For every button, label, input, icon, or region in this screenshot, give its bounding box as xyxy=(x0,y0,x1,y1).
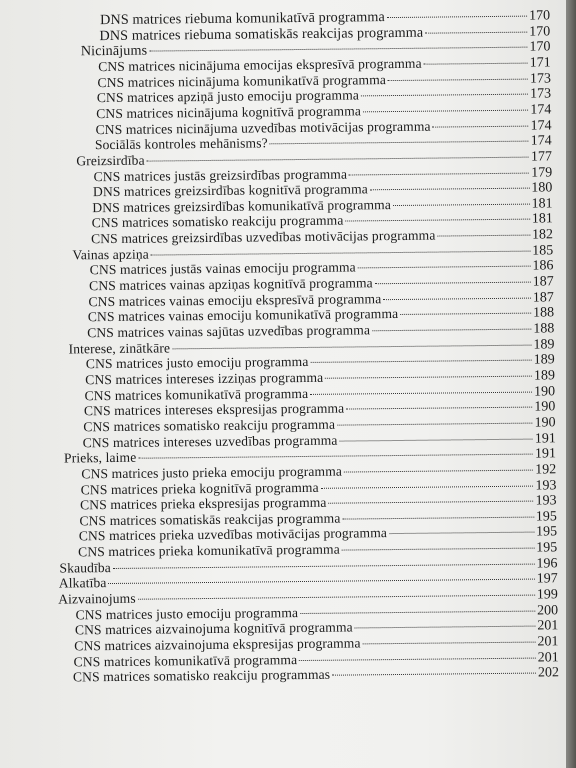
toc-entry-title: CNS matrices vainas emociju ekspresīvā programma xyxy=(88,290,382,309)
toc-entry-title: CNS matrices prieka uzvedības motivācijas programma xyxy=(78,525,388,544)
dot-leader xyxy=(299,656,536,660)
dot-leader xyxy=(349,171,529,175)
dot-leader xyxy=(383,296,531,300)
toc-page-number: 182 xyxy=(531,227,554,243)
toc-entry-title: CNS matrices aizvainojuma ekspresijas programma xyxy=(74,635,361,654)
toc-entry-title: Aizvainojums xyxy=(58,590,136,607)
dot-leader xyxy=(361,93,528,97)
dot-leader xyxy=(149,46,527,52)
dot-leader xyxy=(337,421,533,425)
toc-page-number: 189 xyxy=(533,352,555,368)
dot-leader xyxy=(433,124,529,127)
toc-entry-title: CNS matrices nicinājuma kognitīvā programma xyxy=(96,103,362,122)
dot-leader xyxy=(346,406,532,410)
dot-leader xyxy=(355,625,536,629)
dot-leader xyxy=(300,609,535,613)
toc-entry-title: CNS matrices komunikatīvā programma xyxy=(84,385,309,403)
toc-page-number: 187 xyxy=(532,290,554,306)
dot-leader xyxy=(108,578,534,584)
toc-page-number: 177 xyxy=(530,149,553,165)
dot-leader xyxy=(113,562,535,568)
toc-page-number: 186 xyxy=(532,258,554,274)
toc-entry-title: CNS matrices komunikatīvā programma xyxy=(73,651,298,670)
dot-leader xyxy=(172,343,531,349)
toc-page-number: 192 xyxy=(535,462,557,478)
toc-page-number: 201 xyxy=(537,634,559,650)
toc-entry-title: DNS matrices riebuma somatiskās reakcijas programma xyxy=(99,24,424,44)
toc-page-number: 179 xyxy=(531,164,553,181)
toc-page-number: 191 xyxy=(534,446,557,462)
toc-entry-title: Interese, zinātkāre xyxy=(68,340,171,357)
dot-leader xyxy=(328,500,533,504)
toc-entry-title: CNS matrices vainas emociju komunikatīvā programma xyxy=(87,306,399,325)
toc-entry-title: DNS matrices greizsirdības komunikatīvā programma xyxy=(92,196,392,215)
toc-page-number: 193 xyxy=(535,493,557,509)
toc-entry-title: Skaudība xyxy=(59,559,111,576)
toc-entry-title: DNS matrices greizsirdības kognitīvā programma xyxy=(92,181,368,200)
toc-page-number: 189 xyxy=(533,336,555,353)
toc-page-number: 174 xyxy=(530,117,552,134)
toc-page-number: 171 xyxy=(529,55,551,71)
dot-leader xyxy=(425,30,527,33)
dot-leader xyxy=(400,312,531,315)
toc-page-number: 195 xyxy=(536,540,558,556)
toc-page-number: 174 xyxy=(530,133,552,149)
toc-page-number: 170 xyxy=(528,8,551,24)
dot-leader xyxy=(138,594,535,600)
toc-entry-title: CNS matrices justo emociju programma xyxy=(85,354,309,372)
toc-entry-title: CNS matrices intereses uzvedības programma xyxy=(82,432,338,450)
dot-leader xyxy=(342,515,533,519)
toc-entry-title: CNS matrices somatisko reakciju programma xyxy=(91,212,344,231)
toc-entry-title: CNS matrices apziņā justo emociju programma xyxy=(96,87,360,106)
toc-page-number: 196 xyxy=(536,556,558,572)
dot-leader xyxy=(344,468,533,472)
toc-page-number: 173 xyxy=(530,86,552,102)
toc-entry-title: CNS matrices somatisko reakciju programmas xyxy=(72,667,331,685)
toc-entry-title: Greizsirdība xyxy=(76,152,145,169)
dot-leader xyxy=(345,218,529,222)
dot-leader xyxy=(342,547,534,551)
page-edge xyxy=(566,0,576,768)
toc-page-number: 190 xyxy=(534,415,556,431)
dot-leader xyxy=(393,202,530,205)
dot-leader xyxy=(310,390,532,394)
toc-page-number: 201 xyxy=(537,649,559,666)
toc-entry-title: CNS matrices somatiskās reakcijas programma xyxy=(79,510,341,529)
toc-page-number: 174 xyxy=(530,102,552,118)
toc-page-number: 197 xyxy=(536,571,558,587)
toc-page-number: 190 xyxy=(534,383,556,400)
toc-page-number: 200 xyxy=(537,603,559,619)
toc-page-number: 185 xyxy=(532,243,554,259)
dot-leader xyxy=(339,437,532,441)
toc-page-number: 181 xyxy=(531,211,553,228)
toc-page-number: 201 xyxy=(537,618,559,634)
toc-page-number: 173 xyxy=(529,70,551,87)
toc-entry-title: Prieks, laime xyxy=(63,449,137,466)
table-of-contents xyxy=(0,7,566,685)
toc-page-number: 191 xyxy=(534,430,556,447)
dot-leader xyxy=(310,359,531,363)
toc-page-number: 190 xyxy=(534,399,556,415)
toc-page-number: 187 xyxy=(532,274,554,290)
toc-entry-title: CNS matrices prieka ekspresijas programma xyxy=(79,494,327,513)
toc-page-number: 189 xyxy=(533,368,556,384)
dot-leader xyxy=(388,77,528,80)
dot-leader xyxy=(389,531,534,535)
toc-entry-title: CNS matrices prieka kognitīvā programma xyxy=(80,479,319,497)
toc-page-number: 199 xyxy=(536,587,558,603)
toc-page-number: 181 xyxy=(531,196,553,212)
toc-page-number: 170 xyxy=(529,39,551,55)
toc-entry-title: CNS matrices aizvainojuma kognitīvā programma xyxy=(74,619,353,638)
dot-leader xyxy=(151,249,530,255)
toc-entry-title: CNS matrices justās vainas emociju programma xyxy=(89,259,356,278)
dot-leader xyxy=(370,187,530,191)
toc-page-number: 188 xyxy=(533,305,555,321)
toc-page-number: 202 xyxy=(537,665,560,681)
toc-entry-title: CNS matrices intereses ekspresijas programma xyxy=(83,400,345,419)
toc-entry-title: DNS matrices riebuma komunikatīvā programma xyxy=(100,9,385,29)
toc-entry-title: CNS matrices justās greizsirdības programma xyxy=(93,166,348,184)
toc-entry-title: CNS matrices greizsirdības uzvedības motivācijas programma xyxy=(90,227,436,247)
toc-entry-title: Sociālās kontroles mehānisms? xyxy=(94,135,268,153)
dot-leader xyxy=(147,155,529,161)
toc-page-number: 180 xyxy=(531,180,553,196)
toc-entry-title: CNS matrices justo emociju programma xyxy=(75,604,299,623)
toc-entry-title: CNS matrices nicinājuma komunikatīvā programma xyxy=(97,71,387,90)
toc-page-number: 195 xyxy=(535,509,557,525)
dot-leader xyxy=(358,265,531,269)
toc-entry-title: CNS matrices somatisko reakciju programma xyxy=(83,416,336,435)
toc-page-number: 170 xyxy=(529,24,551,40)
dot-leader xyxy=(424,62,528,65)
dot-leader xyxy=(363,109,528,113)
toc-entry-title: CNS matrices prieka komunikatīvā programma xyxy=(78,541,340,560)
toc-entry-title: CNS matrices nicinājuma emocijas ekspresīvā programma xyxy=(98,55,422,75)
dot-leader xyxy=(375,281,531,285)
dot-leader xyxy=(270,140,529,145)
dot-leader xyxy=(363,641,536,645)
dot-leader xyxy=(138,453,533,459)
toc-entry-title: Alkatība xyxy=(58,575,107,591)
dot-leader xyxy=(437,234,530,237)
toc-entry-title: CNS matrices vainas sajūtas uzvedības programma xyxy=(87,322,371,341)
toc-entry-title: Vainas apziņa xyxy=(72,246,149,263)
dot-leader xyxy=(332,672,536,676)
toc-entry-title: CNS matrices vainas apziņas kognitīvā programma xyxy=(89,275,373,294)
toc-entry-title: Nicinājums xyxy=(80,42,148,60)
toc-page-number: 193 xyxy=(535,477,557,494)
dot-leader xyxy=(321,484,534,488)
dot-leader xyxy=(372,328,531,332)
toc-page-number: 188 xyxy=(533,321,555,337)
toc-page-number: 195 xyxy=(535,524,558,540)
toc-entry-title: CNS matrices intereses izziņas programma xyxy=(85,369,324,388)
toc-entry-title: CNS matrices nicinājuma uzvedības motivācijas programma xyxy=(95,118,431,137)
toc-entry-title: CNS matrices justo prieka emociju programma xyxy=(81,463,343,482)
dot-leader xyxy=(387,15,527,18)
dot-leader xyxy=(325,375,532,379)
